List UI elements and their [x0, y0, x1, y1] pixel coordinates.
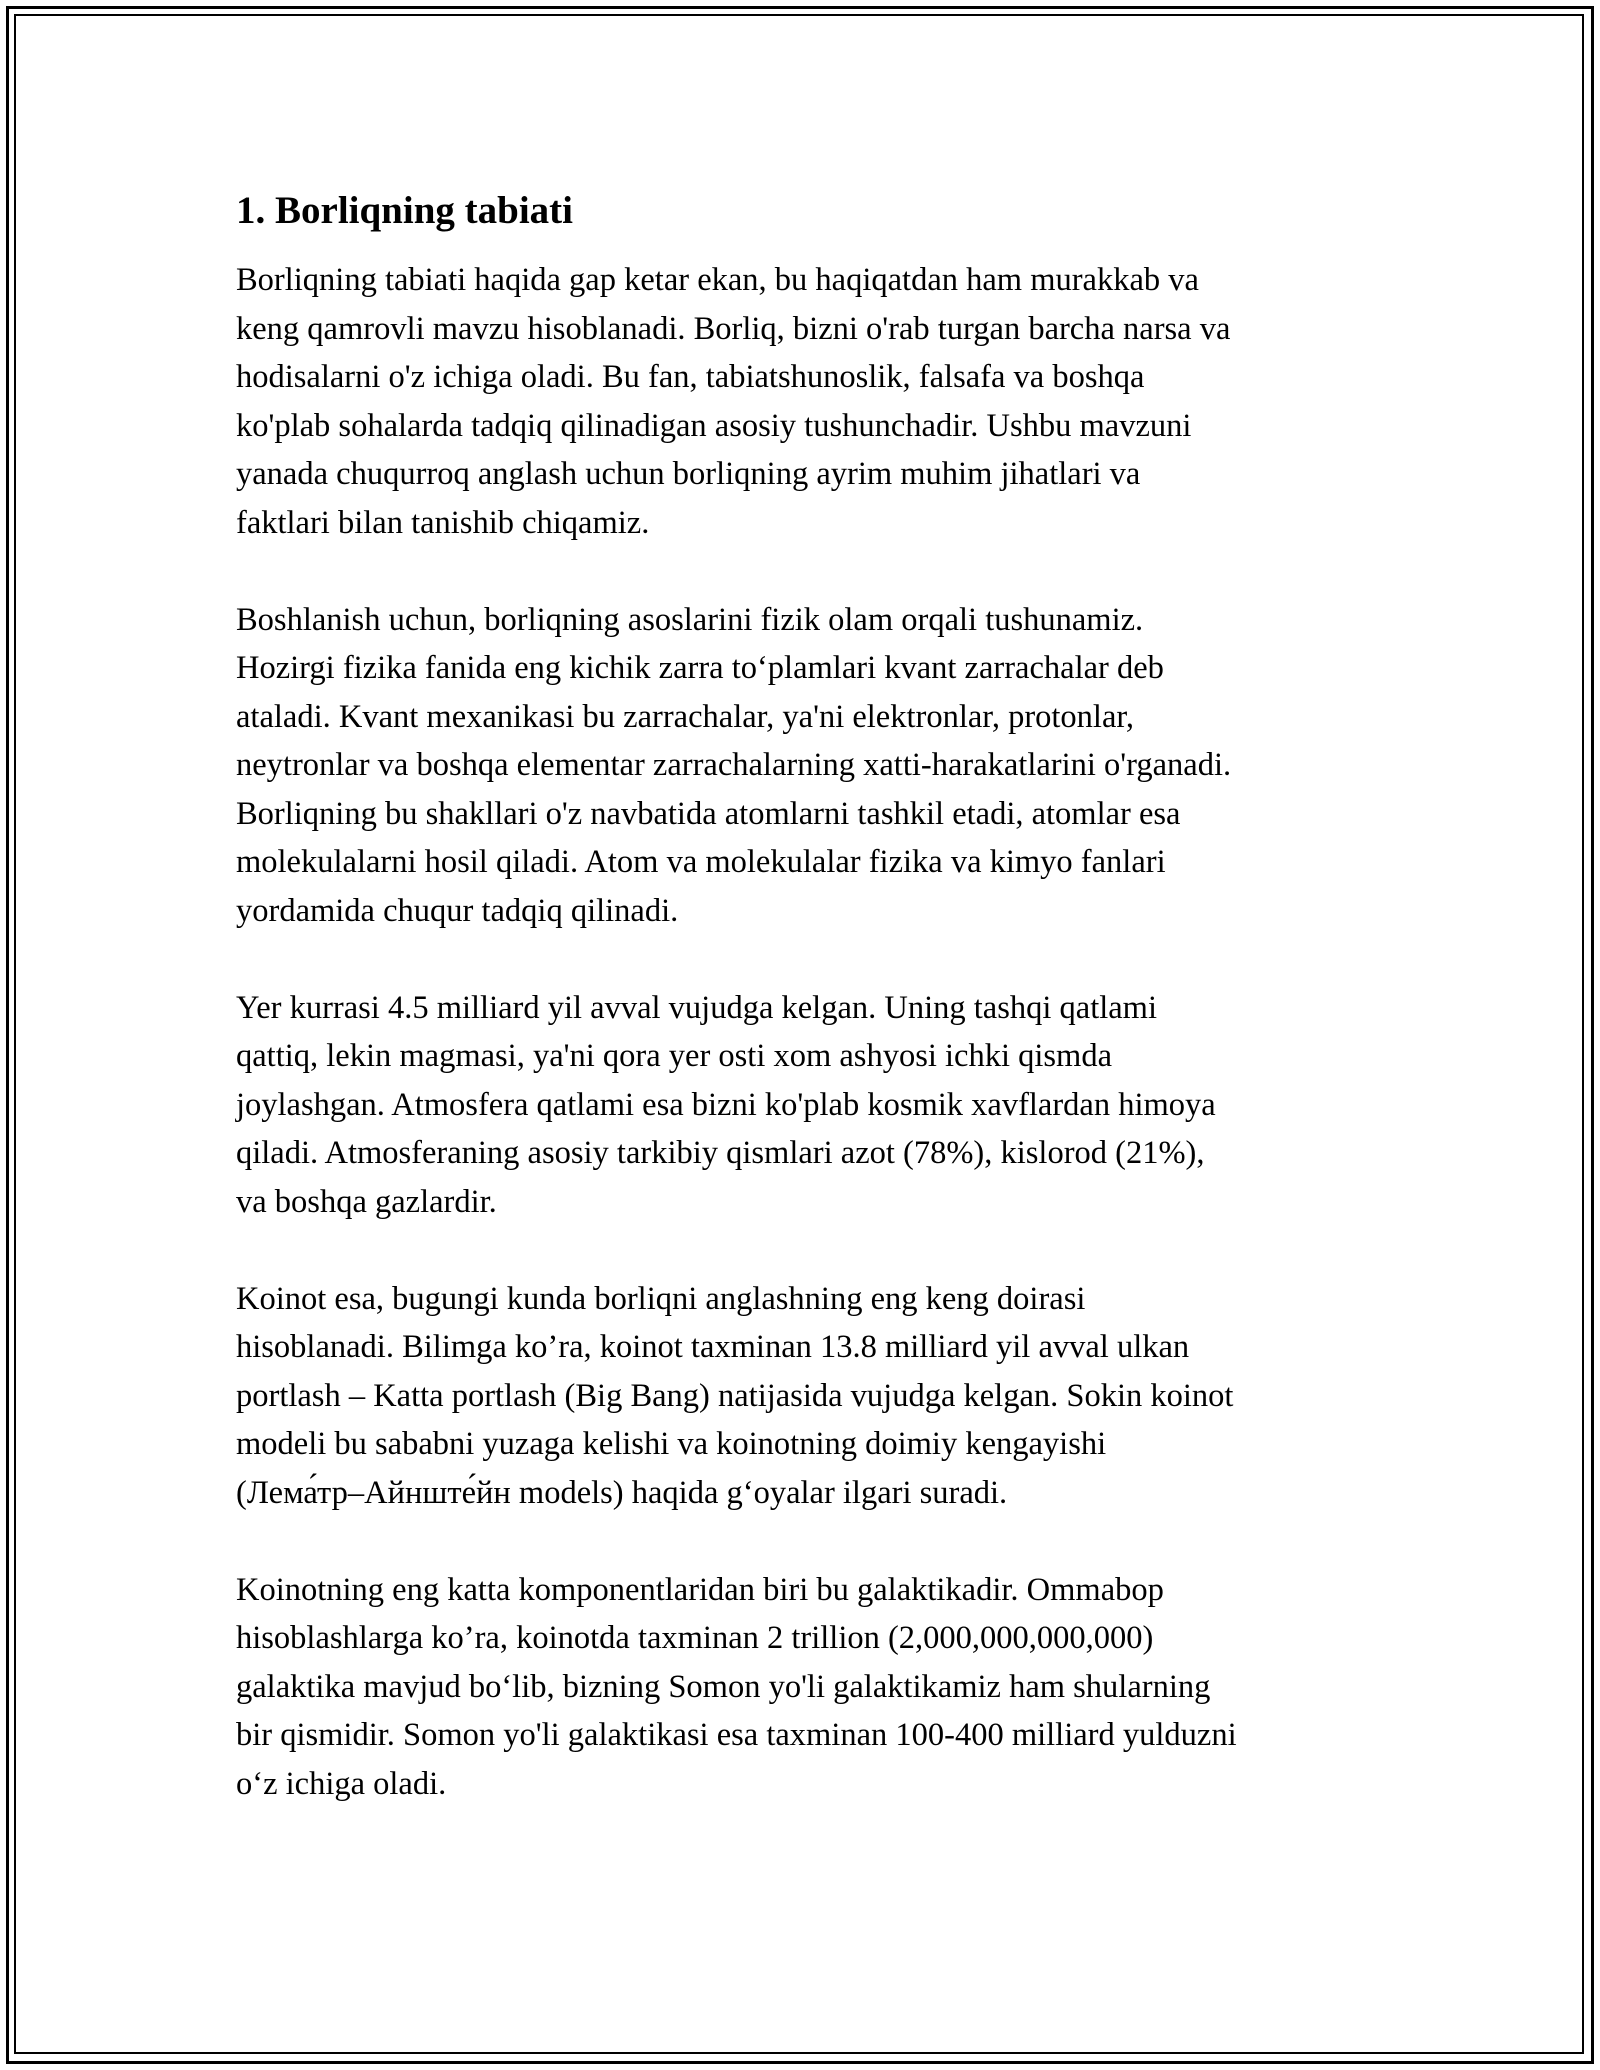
paragraph-1: Borliqning tabiati haqida gap ketar ekan, bu haqiqatdan ham murakkab va keng qamrovli mavzu hisoblanadi. Borliq, bizni o'rab turgan barcha narsa va hodisalarni o'z ichiga oladi. Bu fan, tabiatshunoslik, falsafa va boshqa ko'plab sohalarda tadqiq qilinadigan asosiy tushunchadir. Ushbu mavzuni yanada chuqurroq anglash uchun borliqning ayrim muhim jihatlari va faktlari bilan tanishib chiqamiz. [236, 262, 1231, 541]
paragraph-4: Koinot esa, bugungi kunda borliqni anglashning eng keng doirasi hisoblanadi. Bilimga ko’ra, koinot taxminan 13.8 milliard yil avval ulkan portlash – Katta portlash (Big Bang) natijasida vujudga kelgan. Sokin koinot modeli bu sababni yuzaga kelishi va koinotning doimiy kengayishi (Лема́тр–Айнште́йн models) haqida g‘oyalar ilgari suradi. [236, 1280, 1234, 1511]
document-body [236, 186, 1376, 1808]
paragraph-3: Yer kurrasi 4.5 milliard yil avval vujudga kelgan. Uning tashqi qatlami qattiq, lekin magmasi, ya'ni qora yer osti xom ashyosi ichki qismda joylashgan. Atmosfera qatlami esa bizni ko'plab kosmik xavflardan himoya qiladi. Atmosferaning asosiy tarkibiy qismlari azot (78%), kislorod (21%), va boshqa gazlardir. [236, 989, 1216, 1220]
paragraph-2: Boshlanish uchun, borliqning asoslarini fizik olam orqali tushunamiz. Hozirgi fizika fanida eng kichik zarra to‘plamlari kvant zarrachalar deb ataladi. Kvant mexanikasi bu zarrachalar, ya'ni elektronlar, protonlar, neytronlar va boshqa elementar zarrachalarning xatti-harakatlarini o'rganadi. Borliqning bu shakllari o'z navbatida atomlarni tashkil etadi, atomlar esa molekulalarni hosil qiladi. Atom va molekulalar fizika va kimyo fanlari yordamida chuqur tadqiq qilinadi. [236, 601, 1232, 929]
paragraph-5: Koinotning eng katta komponentlaridan biri bu galaktikadir. Ommabop hisoblashlarga ko’ra, koinotda taxminan 2 trillion (2,000,000,000,000) galaktika mavjud bo‘lib, bizning Somon yo'li galaktikamiz ham shularning bir qismidir. Somon yo'li galaktikasi esa taxminan 100-400 milliard yulduzni o‘z ichiga oladi. [236, 1571, 1237, 1802]
section-heading: 1. Borliqning tabiati [236, 189, 573, 232]
